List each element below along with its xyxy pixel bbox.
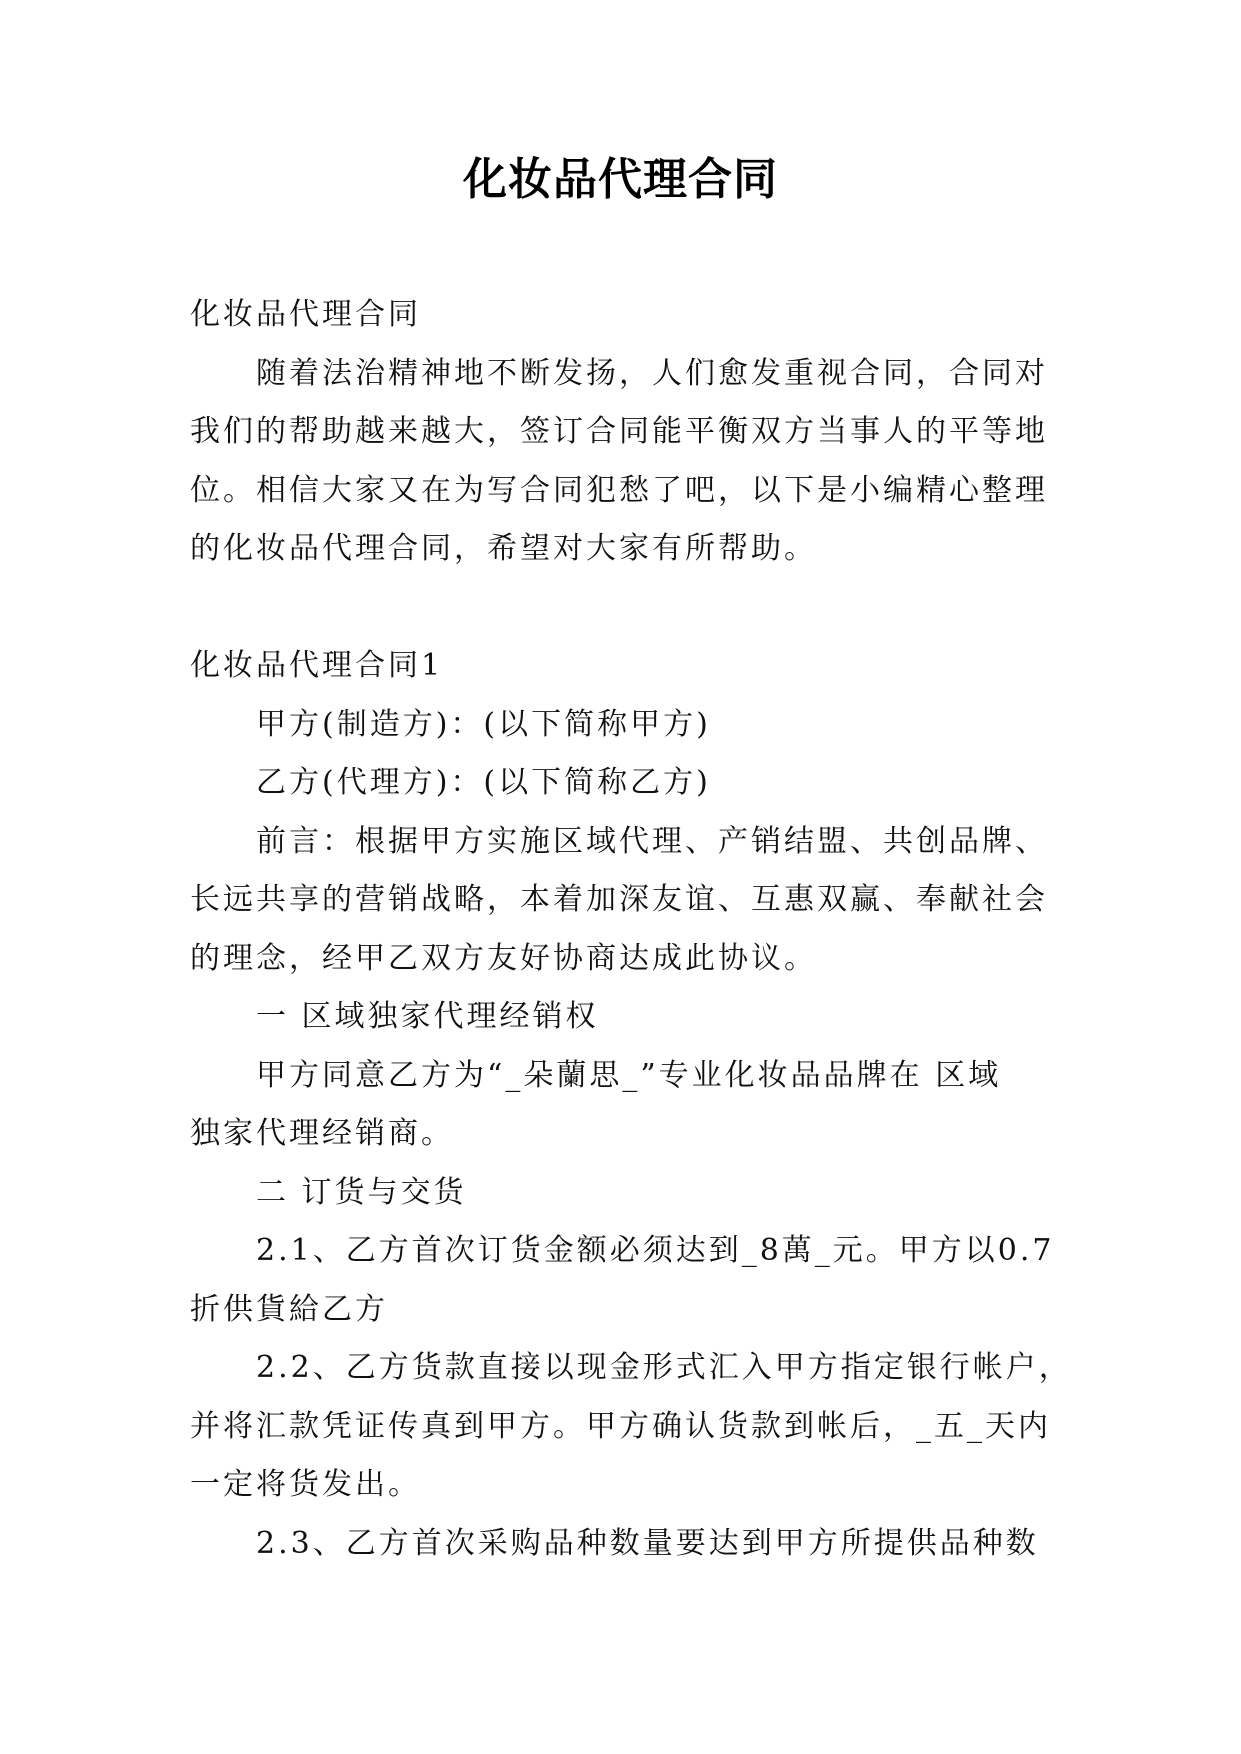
clause-line: 甲方同意乙方为“_朵蘭思_”专业化妆品品牌在 区域	[256, 1057, 1002, 1093]
party-b-line: 乙方(代理方)：(以下简称乙方)	[256, 765, 711, 800]
document-title: 化妆品代理合同	[463, 154, 778, 205]
clause-line: 一定将货发出。	[190, 1467, 421, 1502]
clause-line: 2.2、乙方货款直接以现金形式汇入甲方指定银行帐户，	[256, 1350, 1072, 1385]
intro-paragraph-line: 的化妆品代理合同，希望对大家有所帮助。	[190, 531, 817, 566]
preface-line: 前言：根据甲方实施区域代理、产销结盟、共创品牌、	[256, 823, 1048, 859]
intro-paragraph-line: 位。相信大家又在为写合同犯愁了吧，以下是小编精心整理	[190, 472, 1048, 508]
document-body	[190, 286, 1072, 1573]
clause-line: 2.1、乙方首次订货金额必须达到_8萬_元。甲方以0.7	[256, 1233, 1055, 1268]
section-heading: 一 区域独家代理经销权	[256, 999, 599, 1034]
clause-line: 独家代理经销商。	[190, 1116, 454, 1151]
intro-heading: 化妆品代理合同	[190, 297, 421, 332]
intro-paragraph-line: 我们的帮助越来越大，签订合同能平衡双方当事人的平等地	[190, 414, 1048, 449]
intro-paragraph-line: 随着法治精神地不断发扬，人们愈发重视合同，合同对	[256, 355, 1048, 391]
preface-line: 的理念，经甲乙双方友好协商达成此协议。	[190, 940, 817, 976]
clause-line: 2.3、乙方首次采购品种数量要达到甲方所提供品种数	[256, 1525, 1039, 1561]
contract-heading: 化妆品代理合同1	[190, 648, 444, 683]
clause-line: 并将汇款凭证传真到甲方。甲方确认货款到帐后，_五_天内	[190, 1408, 1051, 1444]
preface-line: 长远共享的营销战略，本着加深友谊、互惠双赢、奉献社会	[190, 882, 1048, 917]
party-a-line: 甲方(制造方)：(以下简称甲方)	[256, 706, 711, 742]
clause-line: 折供貨給乙方	[190, 1291, 388, 1327]
paragraph-spacer	[190, 579, 1056, 638]
section-heading: 二 订货与交货	[256, 1174, 467, 1210]
